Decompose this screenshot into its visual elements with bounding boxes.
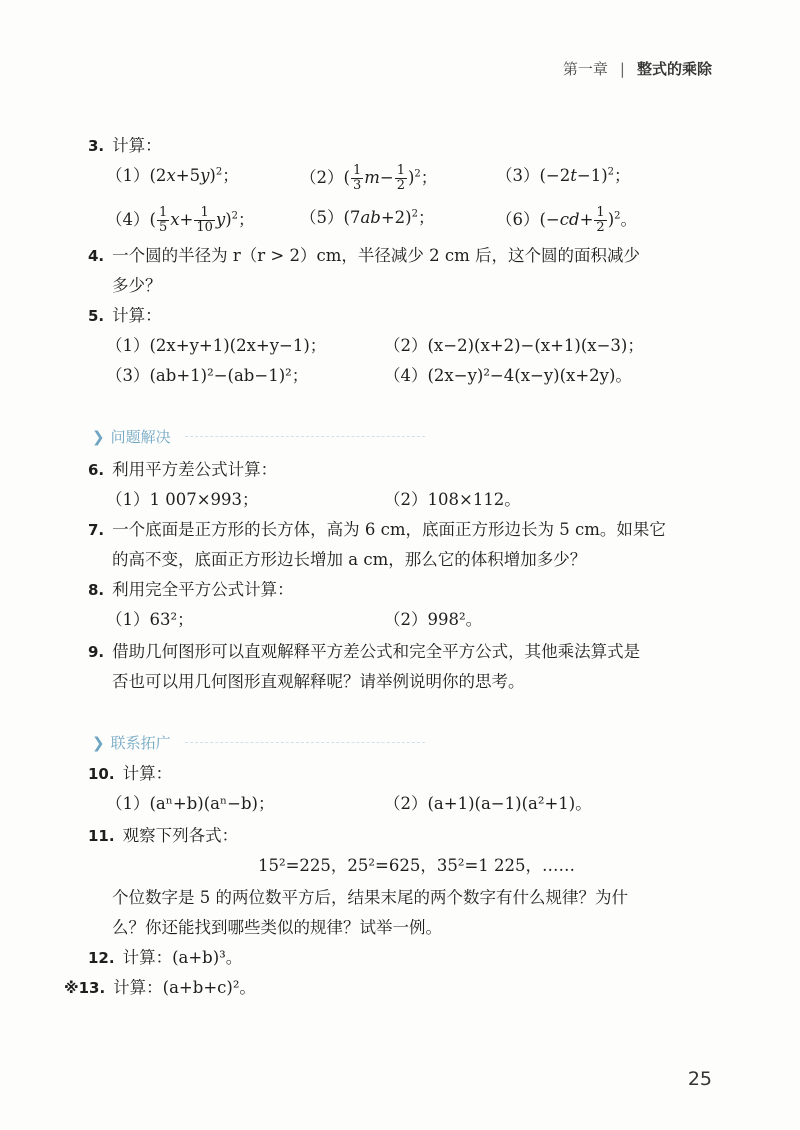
problem-12: 12. 计算：(a+b)³。 <box>88 948 243 967</box>
problem-4-line-1: 4. 一个圆的半径为 r（r > 2）cm，半径减少 2 cm 后，这个圆的面积减少 <box>88 246 640 265</box>
problem-10-item-1: （1）(aⁿ+b)(aⁿ−b)； <box>106 794 275 813</box>
problem-3-heading: 3. 计算： <box>88 136 162 155</box>
problem-3-item-4: （4）( $\frac{1}{5}$ x+ $\frac{1}{10}$ y)$^2$； <box>106 205 255 235</box>
problem-9-line-2: 否也可以用几何图形直观解释呢？请举例说明你的思考。 <box>112 672 525 691</box>
fraction: $\frac{1}{3}$ <box>352 163 362 193</box>
fraction: $\frac{1}{2}$ <box>396 163 405 193</box>
problem-3-item-6: （6）(−cd+ $\frac{1}{2}$ )$^2$。 <box>496 205 637 235</box>
problem-7-line-1: 7. 一个底面是正方形的长方体，高为 6 cm，底面正方形边长为 5 cm。如果它 <box>88 520 666 539</box>
problem-9-line-1: 9. 借助几何图形可以直观解释平方差公式和完全平方公式，其他乘法算式是 <box>88 642 641 661</box>
problem-6-item-2: （2）108×112。 <box>384 490 521 509</box>
problem-8-item-2: （2）998²。 <box>384 610 483 629</box>
problem-5-item-2: （2）(x−2)(x+2)−(x+1)(x−3)； <box>384 336 644 355</box>
running-header <box>563 58 712 79</box>
chapter-label: 第一章 <box>562 60 608 78</box>
page-number: 25 <box>687 1068 712 1090</box>
section-problem-solving: ❯ 问题解决 <box>92 426 425 447</box>
problem-6-heading: 6. 利用平方差公式计算： <box>88 460 278 479</box>
problem-4-line-2: 多少？ <box>112 276 162 295</box>
fraction: $\frac{1}{2}$ <box>596 205 605 235</box>
header-separator: | <box>619 59 625 78</box>
problem-11-line-1: 个位数字是 5 的两位数平方后，结果末尾的两个数字有什么规律？为什 <box>112 888 628 907</box>
fraction: $\frac{1}{5}$ <box>158 205 168 235</box>
problem-3-item-3: $(3)(-2t-1)^2$； <box>496 166 631 185</box>
section-extension: ❯ 联系拓广 <box>92 732 425 753</box>
problem-5-item-4: （4）(2x−y)²−4(x−y)(x+2y)。 <box>384 366 632 385</box>
section-divider <box>185 742 425 743</box>
fraction: $\frac{1}{10}$ <box>196 205 213 235</box>
problem-11-line-2: 么？你还能找到哪些类似的规律？试举一例。 <box>112 918 442 937</box>
problem-3-item-1: $(1)(2x+5y)^2$； <box>106 166 239 185</box>
problem-11-formula: 15²=225，25²=625，35²=1 225，…… <box>258 856 576 875</box>
problem-11-heading: 11. 观察下列各式： <box>88 826 239 845</box>
problem-7-line-2: 的高不变，底面正方形边长增加 a cm，那么它的体积增加多少？ <box>112 550 587 569</box>
chapter-title: 整式的乘除 <box>636 60 712 78</box>
problem-6-item-1: （1）1 007×993； <box>106 490 259 509</box>
problem-10-item-2: （2）(a+1)(a−1)(a²+1)。 <box>384 794 592 813</box>
problem-3-item-2: （2）( $\frac{1}{3}$ m− $\frac{1}{2}$ )$^2$； <box>300 163 438 193</box>
problem-8-heading: 8. 利用完全平方公式计算： <box>88 580 294 599</box>
problem-5-item-1: （1）(2x+y+1)(2x+y−1)； <box>106 336 327 355</box>
problem-3-item-5: $(5)(7ab+2)^2$； <box>300 208 435 227</box>
problem-10-heading: 10. 计算： <box>88 764 173 783</box>
problem-13: ※13. 计算：(a+b+c)²。 <box>64 978 256 997</box>
problem-5-item-3: （3）(ab+1)²−(ab−1)²； <box>106 366 309 385</box>
problem-8-item-1: （1）63²； <box>106 610 194 629</box>
section-divider <box>185 436 425 437</box>
chevron-right-icon: ❯ <box>92 733 105 752</box>
chevron-right-icon: ❯ <box>92 427 105 446</box>
problem-5-heading: 5. 计算： <box>88 306 162 325</box>
